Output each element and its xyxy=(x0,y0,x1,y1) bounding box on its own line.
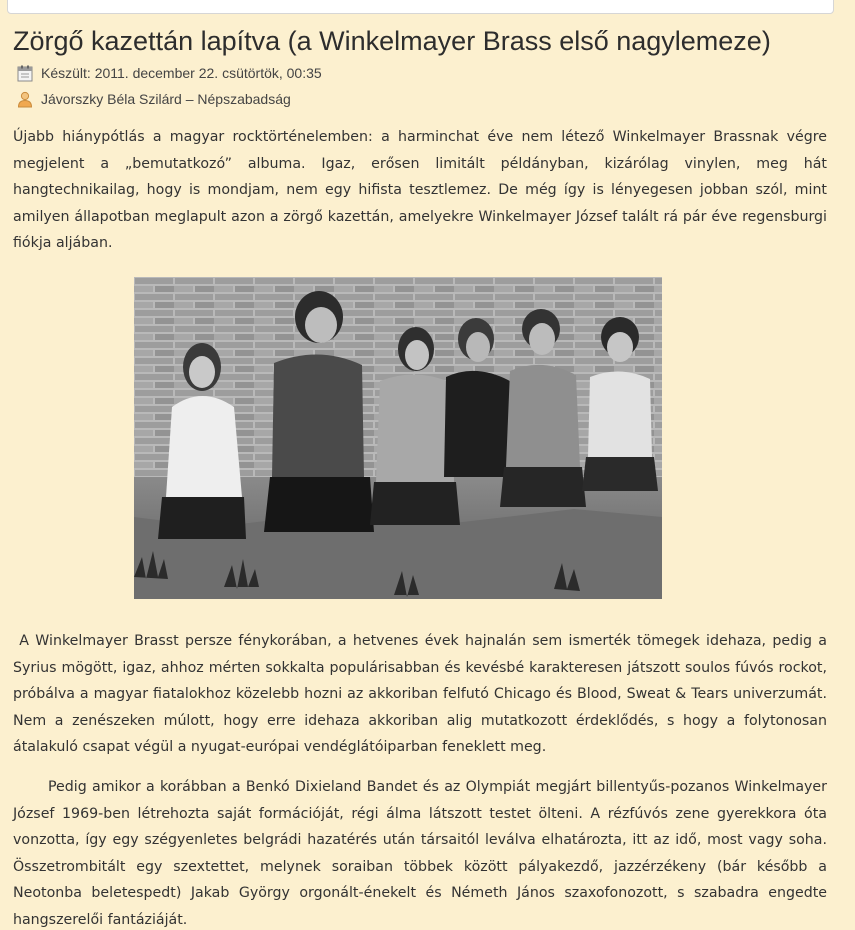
article-paragraph-2: A Winkelmayer Brasst persze fénykorában, a hetvenes évek hajnalán sem ismerték tömegek idehaza, pedig a Syrius mögött, igaz, ahhoz mérten sokkalta populárisabban és kevésbé karakteresen játszott soulos fúvós rockot, próbálva a magyar fiatalokhoz közelebb hozni az akkoriban felfutó Chicago és Blood, Sweat & Tears univerzumát. Nem a zenészeken múlott, hogy erre idehaza akkoriban alig mutatkozott érdeklődés, s hogy a folytonosan átalakuló csapat végül a nyugat-európai vendéglátóiparban feneklett meg. xyxy=(13,633,832,755)
article-author xyxy=(17,89,291,109)
created-text: Készült: 2011. december 22. csütörtök, 00:35 xyxy=(41,65,322,81)
author-text: Jávorszky Béla Szilárd – Népszabadság xyxy=(41,91,291,107)
calendar-icon xyxy=(17,65,33,82)
user-icon xyxy=(17,91,33,108)
top-search-bar[interactable] xyxy=(7,0,834,14)
article-title: Zörgő kazettán lapítva (a Winkelmayer Brass első nagylemeze) xyxy=(13,26,771,56)
article-paragraph-3: Pedig amikor a korábban a Benkó Dixieland Bandet és az Olympiát megjárt billentyűs-pozanos Winkelmayer József 1969-ben létrehozta saját formációját, régi álma látszott testet ölteni. A rézfúvós zene gyerekkora óta vonzotta, így egy szégyenletes belgrádi hazatérés után társaitól leválva elhatározta, itt az idő, most vagy soha. Összetrombitált egy szextettet, melynek soraiban többek között pályakezdő, jazzérzékeny (bár később a Neotonba beletespedt) Jakab György orgonált-énekelt és Németh János szaxofonozott, s szabadra engedte hangszerelői fantáziáját. xyxy=(13,779,827,928)
article-created xyxy=(17,63,322,83)
article-paragraph-1: Újabb hiánypótlás a magyar rocktörténelemben: a harminchat éve nem létező Winkelmayer Brassnak végre megjelent a „bemutatkozó” albuma. Igaz, erősen limitált példányban, kizárólag vinylen, meg hát hangtechnikailag, hogy is mondjam, nem egy hifista tesztlemez. De még így is lényegesen jobban szól, mint amilyen állapotban meglapult azon a zörgő kazettán, amelyekre Winkelmayer József talált rá pár éve regensburgi fiókja aljában. xyxy=(13,129,827,251)
band-photo xyxy=(134,277,662,599)
